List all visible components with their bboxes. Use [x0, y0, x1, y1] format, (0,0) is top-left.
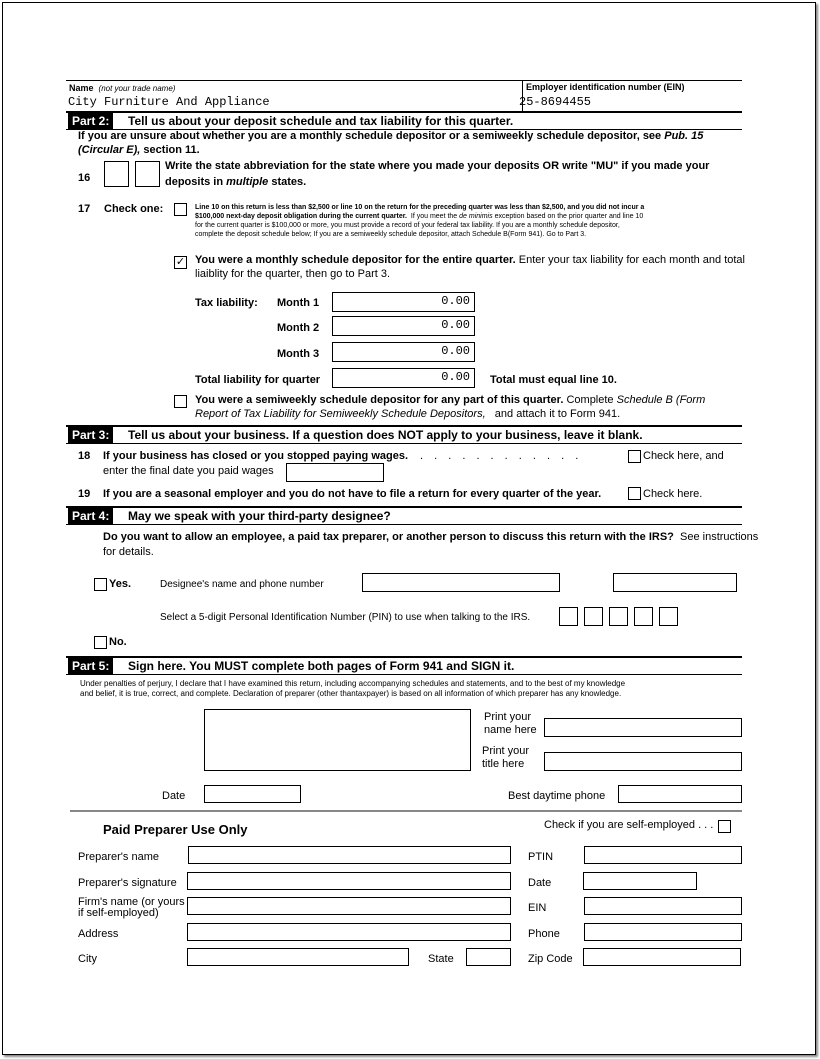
month1-field[interactable]	[332, 292, 475, 312]
option2-line1: You were a monthly schedule depositor for the entire quarter. Enter your tax liability for each month and total	[195, 254, 745, 266]
part3-under-rule	[66, 443, 742, 444]
ptin-label: PTIN	[528, 851, 554, 863]
total-liability-label: Total liability for quarter	[195, 374, 321, 386]
part2-tag: Part 2:	[68, 113, 113, 129]
month2-value: 0.00	[441, 318, 470, 332]
option1-line2: $100,000 next-day deposit obligation during the current quarter. If you meet the de minimis exception based on the prior quarter and line 10	[195, 213, 644, 220]
line18-number: 18	[78, 450, 91, 462]
total-value: 0.00	[441, 370, 470, 384]
preparer-signature-field[interactable]	[187, 872, 511, 890]
zip-field[interactable]	[583, 948, 741, 966]
pin-label: Select a 5-digit Personal Identification Number (PIN) to use when talking to the IRS.	[160, 612, 531, 623]
checkbox-no[interactable]	[94, 636, 107, 649]
perjury-line2: and belief, it is true, correct, and complete. Declaration of preparer (other thantaxpayer) is based on all information of which preparer has any knowledge.	[80, 689, 622, 698]
line19-text: If you are a seasonal employer and you do not have to file a return for every quarter of the year.	[103, 488, 602, 500]
option1-line3: for the current quarter is $100,000 or more, you must provide a record of your federal tax liability. If you are a monthly schedule depositor,	[195, 222, 620, 229]
preparer-title: Paid Preparer Use Only	[103, 822, 248, 837]
state-field[interactable]	[466, 948, 511, 966]
name-value[interactable]: City Furniture And Appliance	[68, 95, 270, 109]
month3-value: 0.00	[441, 344, 470, 358]
firm-name-field[interactable]	[187, 897, 511, 915]
part3-title: Tell us about your business. If a question does NOT apply to your business, leave it blank.	[128, 428, 643, 442]
sign-date-field[interactable]	[204, 785, 301, 803]
city-field[interactable]	[187, 948, 409, 966]
month3-label: Month 3	[277, 348, 320, 360]
pin-digit-5[interactable]	[659, 607, 678, 626]
month1-label: Month 1	[277, 297, 320, 309]
line18-text: If your business has closed or you stopped paying wages.	[103, 450, 409, 462]
daytime-phone-field[interactable]	[618, 785, 742, 803]
perjury-line1: Under penalties of perjury, I declare that I have examined this return, including accompanying schedules and statements, and to the best of my knowledge	[80, 679, 626, 688]
part2-title: Tell us about your deposit schedule and tax liability for this quarter.	[128, 114, 514, 128]
month2-field[interactable]	[332, 316, 475, 336]
preparer-phone-label: Phone	[528, 928, 560, 940]
line19-number: 19	[78, 488, 91, 500]
ein-label: Employer identification number (EIN)	[526, 82, 685, 92]
self-employed-label: Check if you are self-employed . . .	[544, 819, 714, 831]
option1-line1: Line 10 on this return is less than $2,500 or line 10 on the return for the preceding quarter was less than $2,500, and you did not incur a	[195, 204, 645, 211]
line18-check-label: Check here, and	[643, 450, 724, 462]
line16-number: 16	[78, 172, 91, 184]
line19-check-label: Check here.	[643, 488, 703, 500]
line16-text-2: deposits in multiple states.	[165, 176, 307, 188]
part2-intro-2: (Circular E), section 11.	[78, 144, 200, 156]
line18-dots: . . . . . . . . . . . .	[420, 450, 583, 462]
signature-field[interactable]	[204, 709, 471, 771]
part2-header	[68, 113, 740, 129]
ein-value[interactable]: 25-8694455	[519, 95, 592, 109]
month3-field[interactable]	[332, 342, 475, 362]
city-label: City	[78, 953, 97, 965]
option3-line2: Report of Tax Liability for Semiweekly Schedule Depositors, and attach it to Form 941.	[195, 408, 621, 420]
checkbox-line18[interactable]	[628, 450, 641, 463]
checkbox-line19[interactable]	[628, 487, 641, 500]
checkbox-option1[interactable]	[174, 203, 187, 216]
preparer-signature-label: Preparer's signature	[78, 877, 177, 889]
final-wages-date-field[interactable]	[286, 463, 384, 482]
print-name-field[interactable]	[544, 718, 742, 737]
line17-number: 17	[78, 203, 91, 215]
preparer-rule	[70, 810, 742, 812]
daytime-phone-label: Best daytime phone	[508, 790, 606, 802]
part3-tag: Part 3:	[68, 427, 113, 443]
option1-line4: complete the deposit schedule below; If you are a semiweekly schedule depositor, attach Schedule B(Form 941). Go to Part 3.	[195, 231, 587, 238]
firm-ein-field[interactable]	[584, 897, 742, 915]
preparer-date-label: Date	[528, 877, 552, 889]
part2-intro: If you are unsure about whether you are a monthly schedule depositor or a semiweekly schedule depositor, see Pub. 15	[78, 130, 704, 142]
part4-header	[68, 508, 740, 524]
checkbox-option3[interactable]	[174, 395, 187, 408]
line18-sub: enter the final date you paid wages	[103, 465, 274, 477]
zip-label: Zip Code	[528, 953, 573, 965]
state-box-1[interactable]	[104, 161, 129, 187]
checkbox-option2[interactable]: ✓	[175, 256, 186, 268]
part5-title: Sign here. You MUST complete both pages of Form 941 and SIGN it.	[128, 659, 515, 673]
address-label: Address	[78, 928, 119, 940]
checkbox-self-employed[interactable]	[718, 820, 731, 833]
line16-text: Write the state abbreviation for the state where you made your deposits OR write "MU" if you made your	[165, 160, 710, 172]
preparer-name-field[interactable]	[188, 846, 511, 864]
pin-digit-4[interactable]	[634, 607, 653, 626]
pin-digit-2[interactable]	[584, 607, 603, 626]
part4-for-details: for details.	[103, 546, 154, 558]
tax-liability-label: Tax liability:	[195, 297, 258, 309]
designee-label: Designee's name and phone number	[160, 579, 324, 590]
state-box-2[interactable]	[135, 161, 160, 187]
print-title-label: Print your title here	[482, 745, 530, 770]
preparer-name-label: Preparer's name	[78, 851, 159, 863]
preparer-date-field[interactable]	[583, 872, 697, 890]
month1-value: 0.00	[441, 294, 470, 308]
address-field[interactable]	[187, 923, 511, 941]
no-label: No.	[109, 636, 127, 648]
part4-title: May we speak with your third-party designee?	[128, 509, 391, 523]
designee-phone-field[interactable]	[613, 573, 737, 592]
header-top-rule	[66, 80, 742, 81]
designee-name-field[interactable]	[362, 573, 560, 592]
name-label: Name (not your trade name)	[69, 83, 176, 93]
part5-header	[68, 658, 740, 674]
firm-name-label: Firm's name (or yours if self-employed)	[78, 896, 185, 919]
firm-ein-label: EIN	[528, 902, 547, 914]
option3-line1: You were a semiweekly schedule depositor for any part of this quarter. Complete Schedule B (Form	[195, 394, 706, 406]
option2-line2: liaiblity for the quarter, then go to Part 3.	[195, 268, 391, 280]
preparer-phone-field[interactable]	[584, 923, 742, 941]
yes-label: Yes.	[109, 578, 132, 590]
part5-tag: Part 5:	[68, 658, 113, 674]
sign-date-label: Date	[162, 790, 186, 802]
ptin-field[interactable]	[584, 846, 742, 864]
month2-label: Month 2	[277, 322, 320, 334]
part3-header	[68, 427, 740, 443]
checkbox-yes[interactable]	[94, 578, 107, 591]
part5-under-rule	[66, 674, 742, 675]
state-label: State	[428, 953, 454, 965]
total-note: Total must equal line 10.	[490, 374, 617, 386]
line17-check-one: Check one:	[104, 203, 164, 215]
part4-question: Do you want to allow an employee, a paid tax preparer, or another person to discuss this return with the IRS? See instructions	[103, 531, 759, 543]
pin-digit-3[interactable]	[609, 607, 628, 626]
part4-tag: Part 4:	[68, 508, 113, 524]
part4-under-rule	[66, 524, 742, 525]
print-title-field[interactable]	[544, 752, 742, 771]
total-field[interactable]	[332, 368, 475, 388]
pin-digit-1[interactable]	[559, 607, 578, 626]
print-name-label: Print your name here	[484, 711, 537, 736]
